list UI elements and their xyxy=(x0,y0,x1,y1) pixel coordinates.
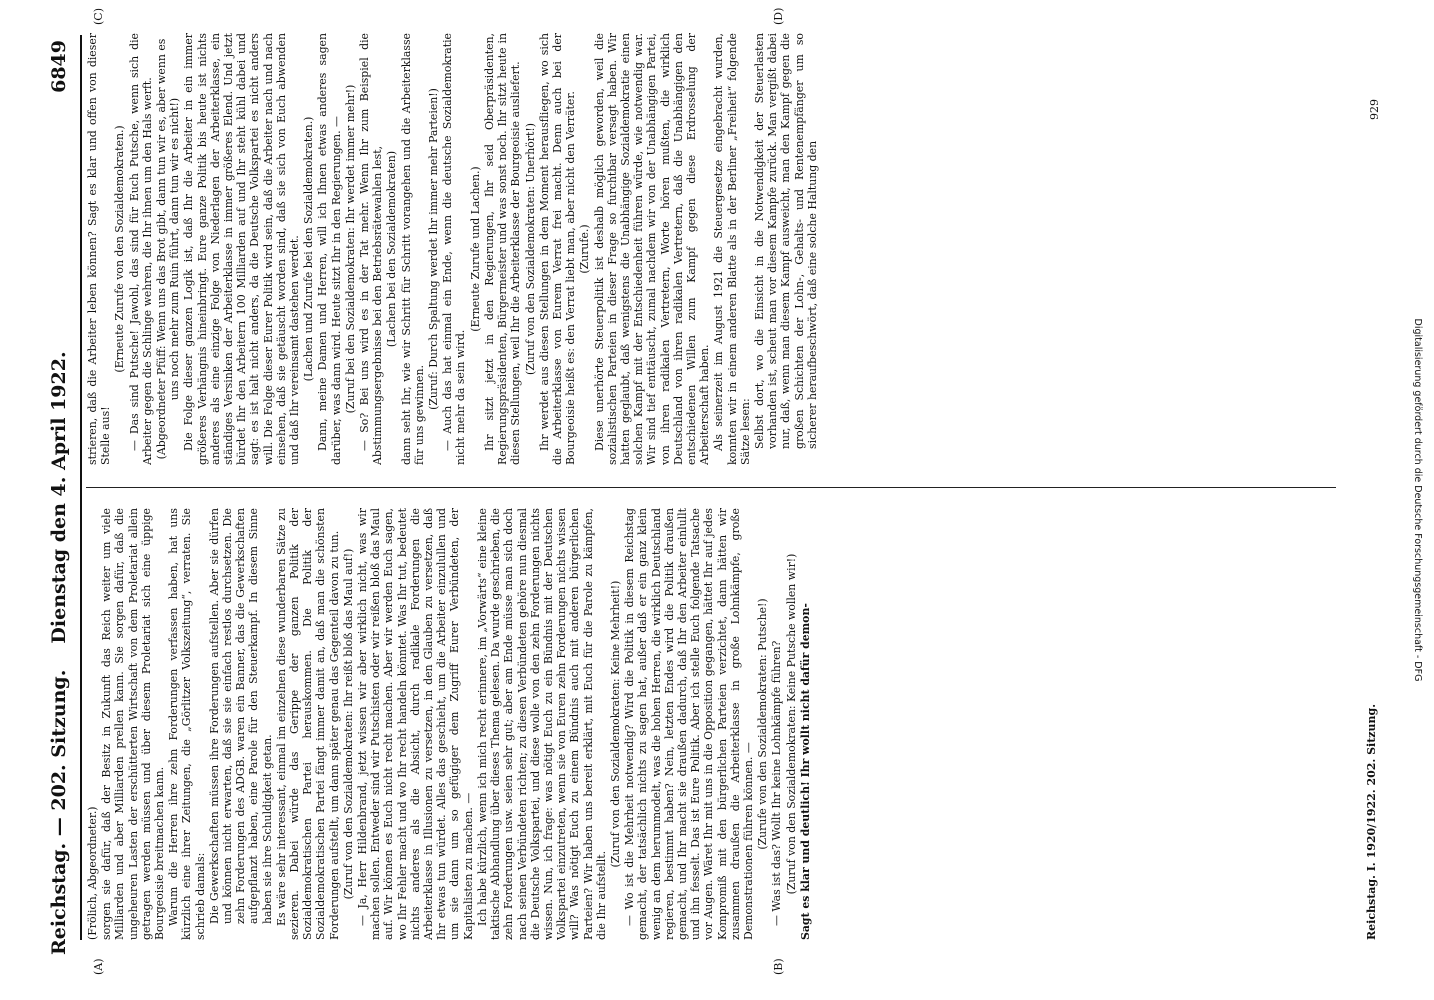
paragraph: Ich habe kürzlich, wenn ich mich recht erinnere, im „Vorwärts“ eine kleine taktische Abhandlung über dieses Thema gelesen. Da wurde geschrieben, die zehn Forderungen usw. seien sehr gut; aber am Ende müsse man sich doch nach seinen Verbündeten richten; zu diesen Verbündeten gehöre nun diesmal die Deutsche Volkspartei, und diese wolle von den zehn Forderungen nichts wissen. Nun, ich frage: was nötigt Euch zu ein Bündnis mit der Deutschen Volkspartei einzutreten, wenn sie von Euren zehn Forderungen nichts wissen will? Was nötigt Euch zu einem Bündnis auch mit anderen bürgerlichen Parteien? Wir haben uns bereit erklärt, mit Euch für die Parole zu kämpfen, die Ihr aufstellt. xyxy=(475,508,608,940)
paragraph: Diese unerhörte Steuerpolitik ist deshalb möglich geworden, weil die sozialistischen Parteien in dieser Frage so furchtbar versagt haben. Wir hatten geglaubt, daß wenigstens die Unabhängige Sozialdemokratie einen solchen Kampf mit der Entschiedenheit führen würde, wie notwendig war. Wir sind tief enttäuscht, zumal nachdem wir von der Unabhängigen Partei, von ihren radikalen Vertretern, Worte hören mußten, die wirklich Deutschland von ihren radikalen Vertretern, daß die Unabhängigen den entschiedenen Willen zum Kampf gegen diese Erdrosselung der Arbeiterschaft haben. xyxy=(592,33,712,465)
margin-mark-c: (C) xyxy=(92,8,105,25)
paragraph: — Auch das hat einmal ein Ende, wenn die deutsche Sozialdemokratie nicht mehr da sein wird. xyxy=(441,33,468,465)
interjection: (Zurufe von den Sozialdemokraten: Putsche!) xyxy=(756,598,770,850)
quotation: Die Gewerkschaften müssen ihre Forderungen aufstellen. Aber sie dürfen und können nicht erwarten, daß sie sie einfach restlos durchsetzen. Die zehn Forderungen des ADGB. waren ein Banner, das die Gewerkschaften aufgepflanzt haben, eine Parole für den Steuerkampf. In diesem Sinne haben sie ihre Schuldigkeit getan. xyxy=(207,508,274,924)
interjection: (Zuruf von den Sozialdemokraten: Keine Putsche wollen wir!) xyxy=(784,553,798,895)
paragraph: — So? Bei uns wird es in der Tat mehr. Wenn Ihr zum Beispiel die Abstimmungsergebnisse bei den Betriebsrätewahlen lest, xyxy=(358,33,385,465)
speaker-line: (Frölich, Abgeordneter.) xyxy=(86,806,99,940)
interjection: (Lachen bei den Sozialdemokraten) xyxy=(385,150,399,348)
margin-mark-b: (B) xyxy=(772,958,785,975)
right-column xyxy=(86,33,1358,465)
interjection: (Zuruf: Durch Spaltung werdet Ihr immer mehr Parteien!) xyxy=(427,88,441,410)
header-session: Reichstag. — 202. Sitzung. xyxy=(48,669,70,955)
interjection: (Zuruf bei den Sozialdemokraten: Ihr werdet immer mehr!) xyxy=(343,84,357,414)
interjection: (Erneute Zurufe von den Sozialdemokraten.) xyxy=(113,125,127,373)
footer-left: Reichstag. I. 1920/1922. 202. Sitzung. xyxy=(1365,703,1378,940)
paragraph: Ihr werdet aus diesen Stellungen in dem Moment herausfliegen, wo sich die Arbeiterklasse von Eurem Verrat frei macht. Denn auch bei der Bourgeoisie heißt es: den Verrat liebt man, aber nicht den Verräter. xyxy=(537,33,578,465)
interjection: (Zuruf von den Sozialdemokraten: Keine Mehrheit!) xyxy=(608,580,622,868)
paragraph: — Das sind Putsche! Jawohl, das sind für Euch Putsche, wenn sich die Arbeiter gegen die Schlinge wehren, die Ihr ihnen um den Hals werft. xyxy=(127,33,154,465)
interjection: (Lachen und Zurufe bei den Sozialdemokraten.) xyxy=(302,116,316,382)
paragraph: Als seinerzeit im August 1921 die Steuergesetze eingebracht wurden, konnten wir in einem anderen Blatte als in der Berliner „Freiheit“ folgende Sätze lesen: xyxy=(712,33,752,465)
left-column xyxy=(86,508,1358,940)
margin-mark-a: (A) xyxy=(92,958,105,975)
interjection: (Abgeordneter Pfüff: Wenn uns das Brot gibt, dann tun wir es, aber wenn es uns noch mehr zum Ruin führt, dann tun wir es nicht!) xyxy=(155,38,182,460)
header-rule xyxy=(80,35,82,940)
signature-mark: 929 xyxy=(1368,99,1381,120)
interjection: (Zurufe.) xyxy=(578,224,592,274)
credit-text: Digitalisierung gefördert durch die Deutsche Forschungsgemeinschaft - DFG xyxy=(1412,318,1423,682)
interjection: (Zuruf von den Sozialdemokraten: Ihr reißt bloß das Maul auf!) xyxy=(341,548,355,900)
header-date: Dienstag den 4. April 1922. xyxy=(48,351,70,644)
paragraph: — Wo ist die Mehrheit notwendig? Wird die Politik in diesem Reichstag gemacht, der tatsächlich nichts zu sagen hat, außer daß er ein ganz klein wenig an dem herummodelt, was die hohen Herren, die wirklich Deutschland regieren, bestimmt haben? Nein, letzten Endes wird die Politik draußen gemacht, und Ihr macht sie draußen dadurch, daß Ihr den Arbeiter einlullt und ihn fesselt. Das ist Eure Politik. Aber ich stelle Euch folgende Tatsache vor Augen. Wäret Ihr mit uns in die Opposition gegangen, hättet Ihr auf jedes Kompromiß mit den bürgerlichen Parteien verzichtet, dann hätten wir zusammen draußen die Arbeiterklasse in große Lohnkämpfe, große Demonstrationen führen können. — xyxy=(623,508,755,940)
running-head xyxy=(48,35,78,960)
paragraph: sorgen sie dafür, daß der Besitz in Zukunft das Reich weiter um viele Milliarden und aber Milliarden prellen kann. Sie sorgen dafür, daß die ungeheuren Lasten der erschütterten Wirtschaft von dem Proletariat allein getragen werden müssen und über diesem Proletariat sich eine üppige Bourgeoisie breitmachen kann. xyxy=(100,508,167,940)
interjection: (Erneute Zurufe und Lachen.) xyxy=(468,166,482,332)
paragraph: Dann, meine Damen und Herren, will ich Ihnen etwas anderes sagen darüber, was dann wird. Heute sitzt Ihr in den Regierungen. — xyxy=(316,33,343,465)
page-number: 6849 xyxy=(48,40,70,93)
digitization-credit xyxy=(1408,0,1434,1000)
paragraph: Sagt es klar und deutlich! Ihr wollt nicht dafür demon- xyxy=(798,603,812,940)
paragraph: dann seht Ihr, wie wir Schritt für Schritt vorangehen und die Arbeiterklasse für uns gewinnen. xyxy=(399,33,426,465)
paragraph: — Was ist das? Wollt Ihr keine Lohnkämpfe führen? xyxy=(770,640,784,926)
paragraph: Ihr sitzt jetzt in den Regierungen, Ihr seid Oberpräsidenten, Regierungspräsidenten, Bürgermeister und was sonst noch. Ihr sitzt heute in diesen Stellungen, weil Ihr die Arbeiterklasse der Bourgeoisie ausliefert. xyxy=(482,33,523,465)
paragraph: — Ja, Herr Hildenbrand, jetzt wissen wir aber wirklich nicht, was wir machen sollen. Entweder sind wir Putschisten oder wir reißen bloß das Maul auf. Wir können es Euch nicht recht machen. Aber wir werden Euch sagen, wo Ihr Fehler macht und wo Ihr recht handeln könntet. Was Ihr tut, bedeutet nichts anderes als die Absicht, durch radikale Forderungen die Arbeiterklasse in Illusionen zu versetzen, in den Glauben zu versetzen, daß Ihr etwas tun würdet. Alles das geschieht, um die Arbeiter einzulullen und um sie dann um so gefügiger dem Zugriff Eurer Verbündeten, der Kapitalisten zu machen. — xyxy=(356,508,475,940)
paragraph: strieren, daß die Arbeiter leben können? Sagt es klar und offen von dieser Stelle aus! xyxy=(86,33,113,465)
paragraph: Die Folge dieser ganzen Logik ist, daß Ihr die Arbeiter in ein immer größeres Verhängnis hineinbringt. Eure ganze Politik bis heute ist nichts anderes als eine einzige Folge von Niederlagen der Arbeiterklasse, ein ständiges Versinken der Arbeiterklasse in immer größeres Elend. Und jetzt bürdet Ihr den Arbeitern 100 Milliarden auf und Ihr steht kühl dabei und sagt: es ist halt nicht anders, da die Deutsche Volkspartei es nicht anders will. Die Folge dieser Eurer Politik wird sein, daß die Arbeiter nach und nach einsehen, daß sie getäuscht worden sind, daß sie sich von Euch abwenden und daß Ihr vereinsamt dastehen werdet. xyxy=(182,33,302,465)
paragraph: Es wäre sehr interessant, einmal im einzelnen diese wunderbaren Sätze zu sezieren. Dabei würde das Gerippe der ganzen Politik der Sozialdemokratischen Partei herauskommen. Die Politik der Sozialdemokratischen Partei fängt immer damit an, daß man die schönsten Forderungen aufstellt, um dann später genau das Gegenteil davon zu tun. xyxy=(274,508,341,940)
margin-mark-d: (D) xyxy=(772,7,785,25)
paragraph: Warum die Herren ihre zehn Forderungen verfassen haben, hat uns kürzlich eine ihrer Zeitungen, die „Görlitzer Volkszeitung“, verraten. Sie schrieb damals: xyxy=(167,508,207,940)
interjection: (Zuruf von den Sozialdemokraten: Unerhört!) xyxy=(523,122,537,376)
quotation: Selbst dort, wo die Einsicht in die Notwendigkeit der Steuerlasten vorhanden ist, scheut man vor diesem Kampfe zurück. Man vergißt dabei nur, daß, wenn man diesem Kampf ausweicht, man den Kampf gegen die großen Schichten der Lohn-, Gehalts- und Rentenempfänger um so sicherer heraufbeschwört, daß eine solche Haltung den xyxy=(752,33,819,449)
column-separator xyxy=(86,487,1336,488)
